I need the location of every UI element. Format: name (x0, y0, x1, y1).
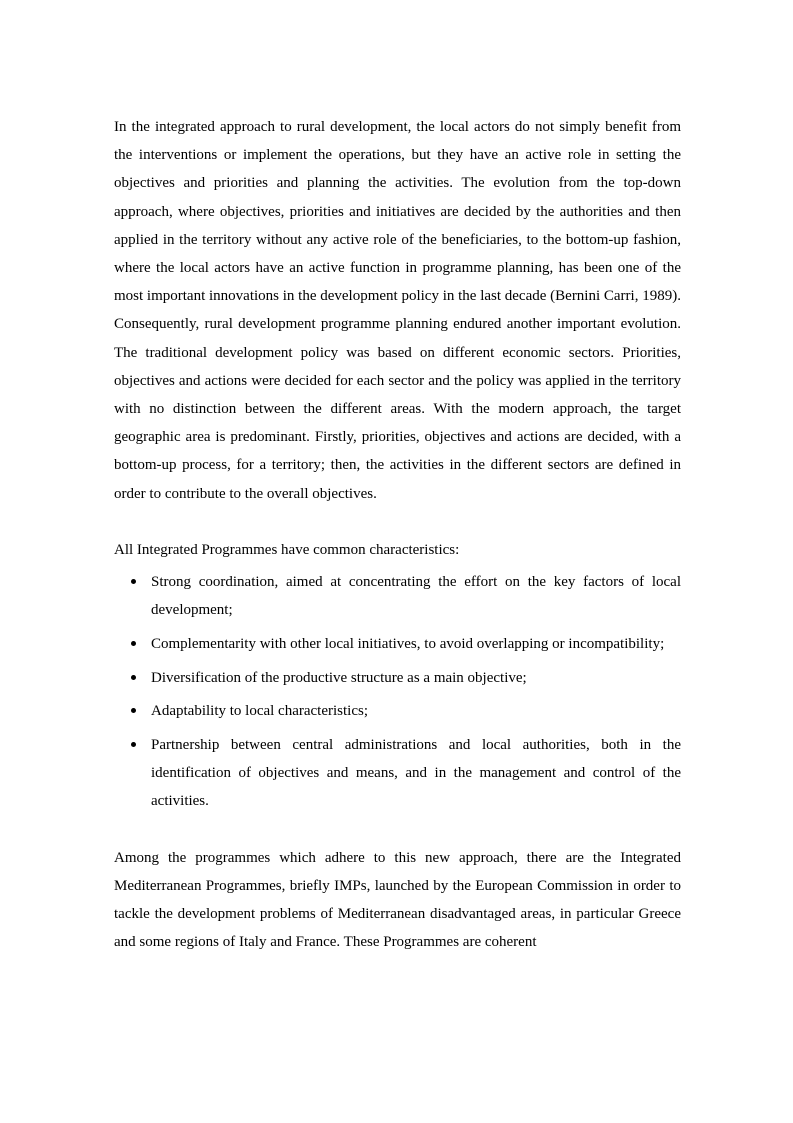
list-item-text: Strong coordination, aimed at concentrating the effort on the key factors of local development; (151, 574, 681, 619)
list-item (114, 630, 681, 658)
paragraph-imps: Among the programmes which adhere to this new approach, there are the Integrated Mediterranean Programmes, briefly IMPs, launched by the European Commission in order to tackle the development problems of Mediterranean disadvantaged areas, in particular Greece and some regions of Italy and France. These Programmes are coherent (114, 849, 681, 951)
bullet-icon (131, 708, 136, 713)
list-item-text: Complementarity with other local initiatives, to avoid overlapping or incompatibility; (151, 635, 665, 652)
list-item (114, 568, 681, 624)
characteristics-list (114, 568, 681, 816)
list-item (114, 664, 681, 692)
paragraph-integrated-approach: In the integrated approach to rural development, the local actors do not simply benefit from the interventions or implement the operations, but they have an active role in setting the objectives and priorities and planning the activities. The evolution from the top-down approach, where objectives, priorities and initiatives are decided by the authorities and then applied in the territory without any active role of the beneficiaries, to the bottom-up fashion, where the local actors have an active function in programme planning, has been one of the most important innovations in the development policy in the last decade (Bernini Carri, 1989). (114, 119, 681, 305)
bullet-icon (131, 579, 136, 584)
bullet-icon (131, 641, 136, 646)
document-page (114, 113, 681, 956)
list-item-text: Adaptability to local characteristics; (151, 703, 369, 720)
list-item (114, 731, 681, 816)
paragraph-list-intro: All Integrated Programmes have common characteristics: (114, 541, 460, 558)
bullet-icon (131, 742, 136, 747)
paragraph-programme-planning: Consequently, rural development programme planning endured another important evolution. The traditional development policy was based on different economic sectors. Priorities, objectives and actions were decided for each sector and the policy was applied in the territory with no distinction between the different areas. With the modern approach, the target geographic area is predominant. Firstly, priorities, objectives and actions are decided, with a bottom-up process, for a territory; then, the activities in the different sectors are defined in order to contribute to the overall objectives. (114, 316, 681, 502)
list-item (114, 697, 681, 725)
list-item-text: Diversification of the productive structure as a main objective; (151, 669, 527, 686)
list-item-text: Partnership between central administrations and local authorities, both in the identification of objectives and means, and in the management and control of the activities. (151, 737, 681, 810)
bullet-icon (131, 675, 136, 680)
